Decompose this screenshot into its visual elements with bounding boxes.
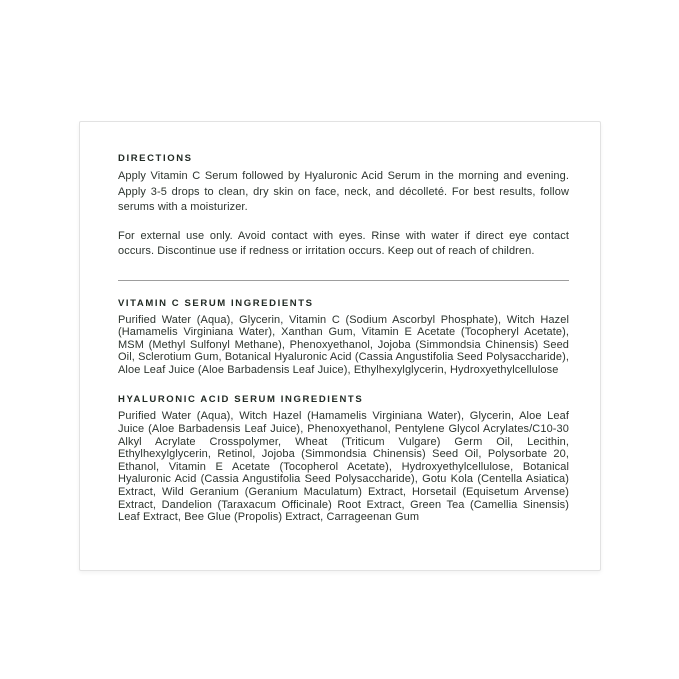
section-divider	[118, 280, 569, 281]
hyaluronic-acid-serum-ingredients-heading: HYALURONIC ACID SERUM INGREDIENTS	[118, 394, 364, 406]
directions-heading: DIRECTIONS	[118, 153, 193, 164]
label-card	[79, 121, 601, 571]
vitamin-c-serum-ingredients-text: Purified Water (Aqua), Glycerin, Vitamin C (Sodium Ascorbyl Phosphate), Witch Hazel (Hamamelis Virginiana Water), Xanthan Gum, Vitamin E Acetate (Tocopheryl Acetate), MSM (Methyl Sulfonyl Methane), Phenoxyethanol, Jojoba (Simmondsia Chinensis) Seed Oil, Sclerotium Gum, Botanical Hyaluronic Acid (Cassia Angustifolia Seed Polysaccharide), Aloe Leaf Juice (Aloe Barbadensis Leaf Juice), Ethylhexylglycerin, Hydroxyethylcellulose	[118, 313, 569, 376]
vitamin-c-serum-ingredients-section	[118, 298, 569, 377]
directions-section	[118, 153, 569, 260]
external-use-warning-text: For external use only. Avoid contact with eyes. Rinse with water if direct eye contact occurs. Discontinue use if redness or irritation occurs. Keep out of reach of children.	[118, 229, 569, 257]
vitamin-c-serum-ingredients-heading: VITAMIN C SERUM INGREDIENTS	[118, 297, 314, 309]
hyaluronic-acid-serum-ingredients-section	[118, 394, 569, 523]
directions-text: Apply Vitamin C Serum followed by Hyaluronic Acid Serum in the morning and evening. Apply 3-5 drops to clean, dry skin on face, neck, and décolleté. For best results, follow serums with a moisturizer.	[118, 170, 569, 213]
hyaluronic-acid-serum-ingredients-text: Purified Water (Aqua), Witch Hazel (Hamamelis Virginiana Water), Glycerin, Aloe Leaf Juice (Aloe Barbadensis Leaf Juice), Phenoxyethanol, Pentylene Glycol Acrylates/C10-30 Alkyl Acrylate Crosspolymer, Wheat (Triticum Vulgare) Germ Oil, Lecithin, Ethylhexylglycerin, Retinol, Jojoba (Simmondsia Chinensis) Seed Oil, Polysorbate 20, Ethanol, Vitamin E Acetate (Tocopherol Acetate), Hydroxyethylcellulose, Botanical Hyaluronic Acid (Cassia Angustifolia Seed Polysaccharide), Gotu Kola (Centella Asiatica) Extract, Wild Geranium (Geranium Maculatum) Extract, Horsetail (Equisetum Arvense) Extract, Dandelion (Taraxacum Officinale) Root Extract, Green Tea (Camellia Sinensis) Leaf Extract, Bee Glue (Propolis) Extract, Carrageenan Gum	[118, 410, 569, 524]
